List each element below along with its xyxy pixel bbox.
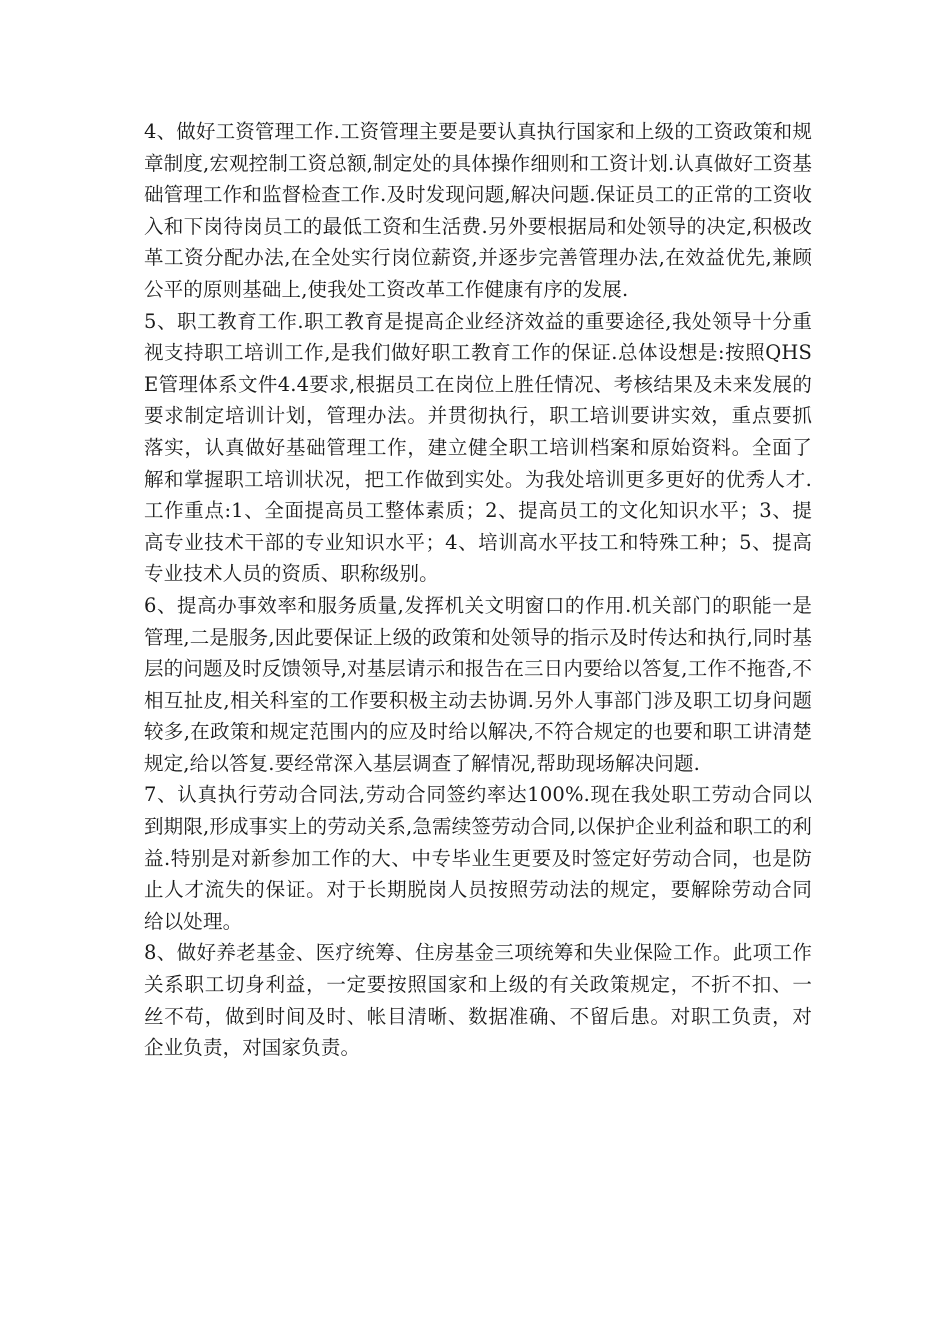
document-body [144, 116, 812, 1064]
paragraph-staff-education: 5、职工教育工作.职工教育是提高企业经济效益的重要途径,我处领导十分重视支持职工培训工作,是我们做好职工教育工作的保证.总体设想是:按照QHSE管理体系文件4.4要求,根据员工在岗位上胜任情况、考核结果及未来发展的要求制定培训计划，管理办法。并贯彻执行，职工培训要讲实效，重点要抓落实，认真做好基础管理工作，建立健全职工培训档案和原始资料。全面了解和掌握职工培训状况，把工作做到实处。为我处培训更多更好的优秀人才.工作重点:1、全面提高员工整体素质；2、提高员工的文化知识水平；3、提高专业技术干部的专业知识水平；4、培训高水平技工和特殊工种；5、提高专业技术人员的资质、职称级别。 [144, 309, 812, 586]
paragraph-social-insurance: 8、做好养老基金、医疗统筹、住房基金三项统筹和失业保险工作。此项工作关系职工切身利益，一定要按照国家和上级的有关政策规定，不折不扣、一丝不苟，做到时间及时、帐目清晰、数据准确、不留后患。对职工负责，对企业负责，对国家负责。 [144, 941, 812, 1060]
paragraph-labor-contract: 7、认真执行劳动合同法,劳动合同签约率达100%.现在我处职工劳动合同以到期限,形成事实上的劳动关系,急需续签劳动合同,以保护企业利益和职工的利益.特别是对新参加工作的大、中专毕业生更要及时签定好劳动合同，也是防止人才流失的保证。对于长期脱岗人员按照劳动法的规定，要解除劳动合同给以处理。 [144, 783, 812, 933]
paragraph-work-efficiency: 6、提高办事效率和服务质量,发挥机关文明窗口的作用.机关部门的职能一是管理,二是服务,因此要保证上级的政策和处领导的指示及时传达和执行,同时基层的问题及时反馈领导,对基层请示和报告在三日内要给以答复,工作不拖沓,不相互扯皮,相关科室的工作要积极主动去协调.另外人事部门涉及职工切身问题较多,在政策和规定范围内的应及时给以解决,不符合规定的也要和职工讲清楚规定,给以答复.要经常深入基层调查了解情况,帮助现场解决问题. [144, 593, 812, 775]
paragraph-wage-management: 4、做好工资管理工作.工资管理主要是要认真执行国家和上级的工资政策和规章制度,宏观控制工资总额,制定处的具体操作细则和工资计划.认真做好工资基础管理工作和监督检查工作.及时发现问题,解决问题.保证员工的正常的工资收入和下岗待岗员工的最低工资和生活费.另外要根据局和处领导的决定,积极改革工资分配办法,在全处实行岗位薪资,并逐步完善管理办法,在效益优先,兼顾公平的原则基础上,使我处工资改革工作健康有序的发展. [144, 120, 812, 301]
